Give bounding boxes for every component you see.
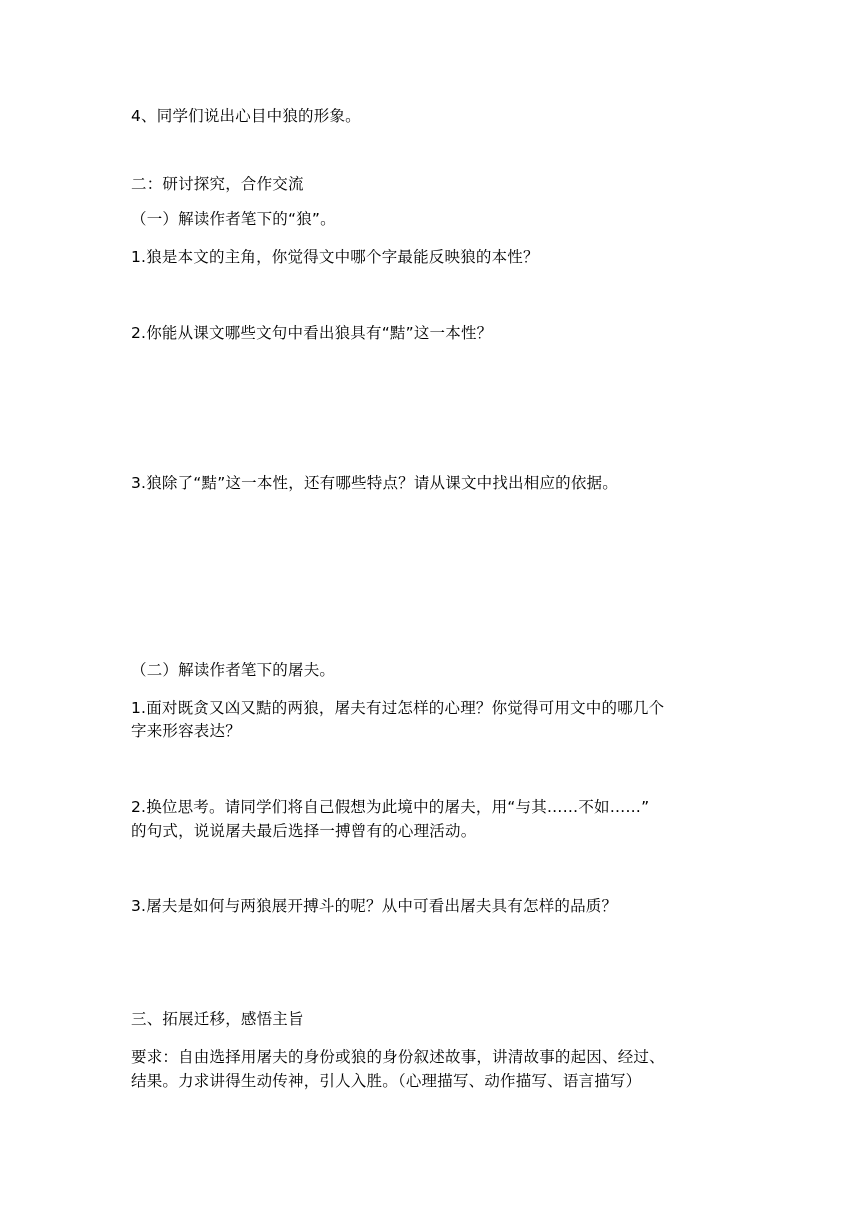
wolf-question-2: 2.你能从课文哪些文句中看出狼具有“黠”这一本性？ bbox=[131, 324, 493, 342]
requirement-line-2: 结果。力求讲得生动传神，引人入胜。（心理描写、动作描写、语言描写） bbox=[131, 1072, 642, 1090]
butcher-question-1-line-1: 1.面对既贪又凶又黠的两狼，屠夫有过怎样的心理？你觉得可用文中的哪几个 bbox=[131, 699, 665, 717]
section-2-heading: 二：研讨探究，合作交流 bbox=[131, 175, 304, 193]
item-4-text: 4、同学们说出心目中狼的形象。 bbox=[131, 107, 361, 125]
wolf-question-3: 3.狼除了“黠”这一本性，还有哪些特点？请从课文中找出相应的依据。 bbox=[131, 474, 618, 492]
butcher-question-2-line-1: 2.换位思考。请同学们将自己假想为此境中的屠夫，用“与其……不如……” bbox=[131, 798, 650, 816]
section-3-heading: 三、拓展迁移，感悟主旨 bbox=[131, 1010, 304, 1028]
subsection-1-heading: （一）解读作者笔下的“狼”。 bbox=[131, 210, 336, 228]
butcher-question-2-line-2: 的句式，说说屠夫最后选择一搏曾有的心理活动。 bbox=[131, 822, 477, 840]
wolf-question-1: 1.狼是本文的主角，你觉得文中哪个字最能反映狼的本性？ bbox=[131, 248, 539, 266]
subsection-2-heading: （二）解读作者笔下的屠夫。 bbox=[131, 661, 336, 679]
requirement-line-1: 要求：自由选择用屠夫的身份或狼的身份叙述故事，讲清故事的起因、经过、 bbox=[131, 1048, 665, 1066]
butcher-question-3: 3.屠夫是如何与两狼展开搏斗的呢？从中可看出屠夫具有怎样的品质？ bbox=[131, 897, 618, 915]
butcher-question-1-line-2: 字来形容表达？ bbox=[131, 722, 241, 740]
